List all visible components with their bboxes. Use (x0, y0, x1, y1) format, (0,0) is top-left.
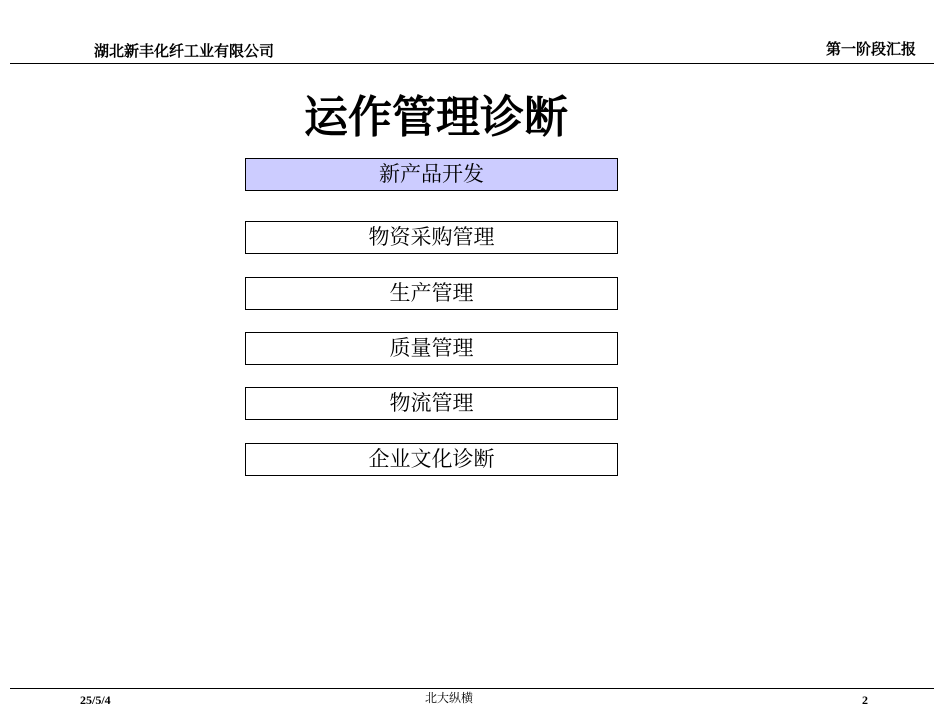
footer-page-number: 2 (862, 693, 868, 707)
menu-item-production-management[interactable]: 生产管理 (245, 277, 618, 310)
footer-date: 25/5/4 (80, 693, 111, 707)
menu-item-logistics-management[interactable]: 物流管理 (245, 387, 618, 420)
menu-item-procurement-management[interactable]: 物资采购管理 (245, 221, 618, 254)
footer-brand: 北大纵横 (425, 691, 474, 705)
header-divider (10, 63, 934, 64)
header-company: 湖北新丰化纤工业有限公司 (94, 42, 275, 60)
menu-item-new-product-development[interactable]: 新产品开发 (245, 158, 618, 191)
header-stage: 第一阶段汇报 (825, 40, 916, 58)
menu-item-corporate-culture-diagnosis[interactable]: 企业文化诊断 (245, 443, 618, 476)
page-title: 运作管理诊断 (304, 92, 568, 143)
menu-item-quality-management[interactable]: 质量管理 (245, 332, 618, 365)
